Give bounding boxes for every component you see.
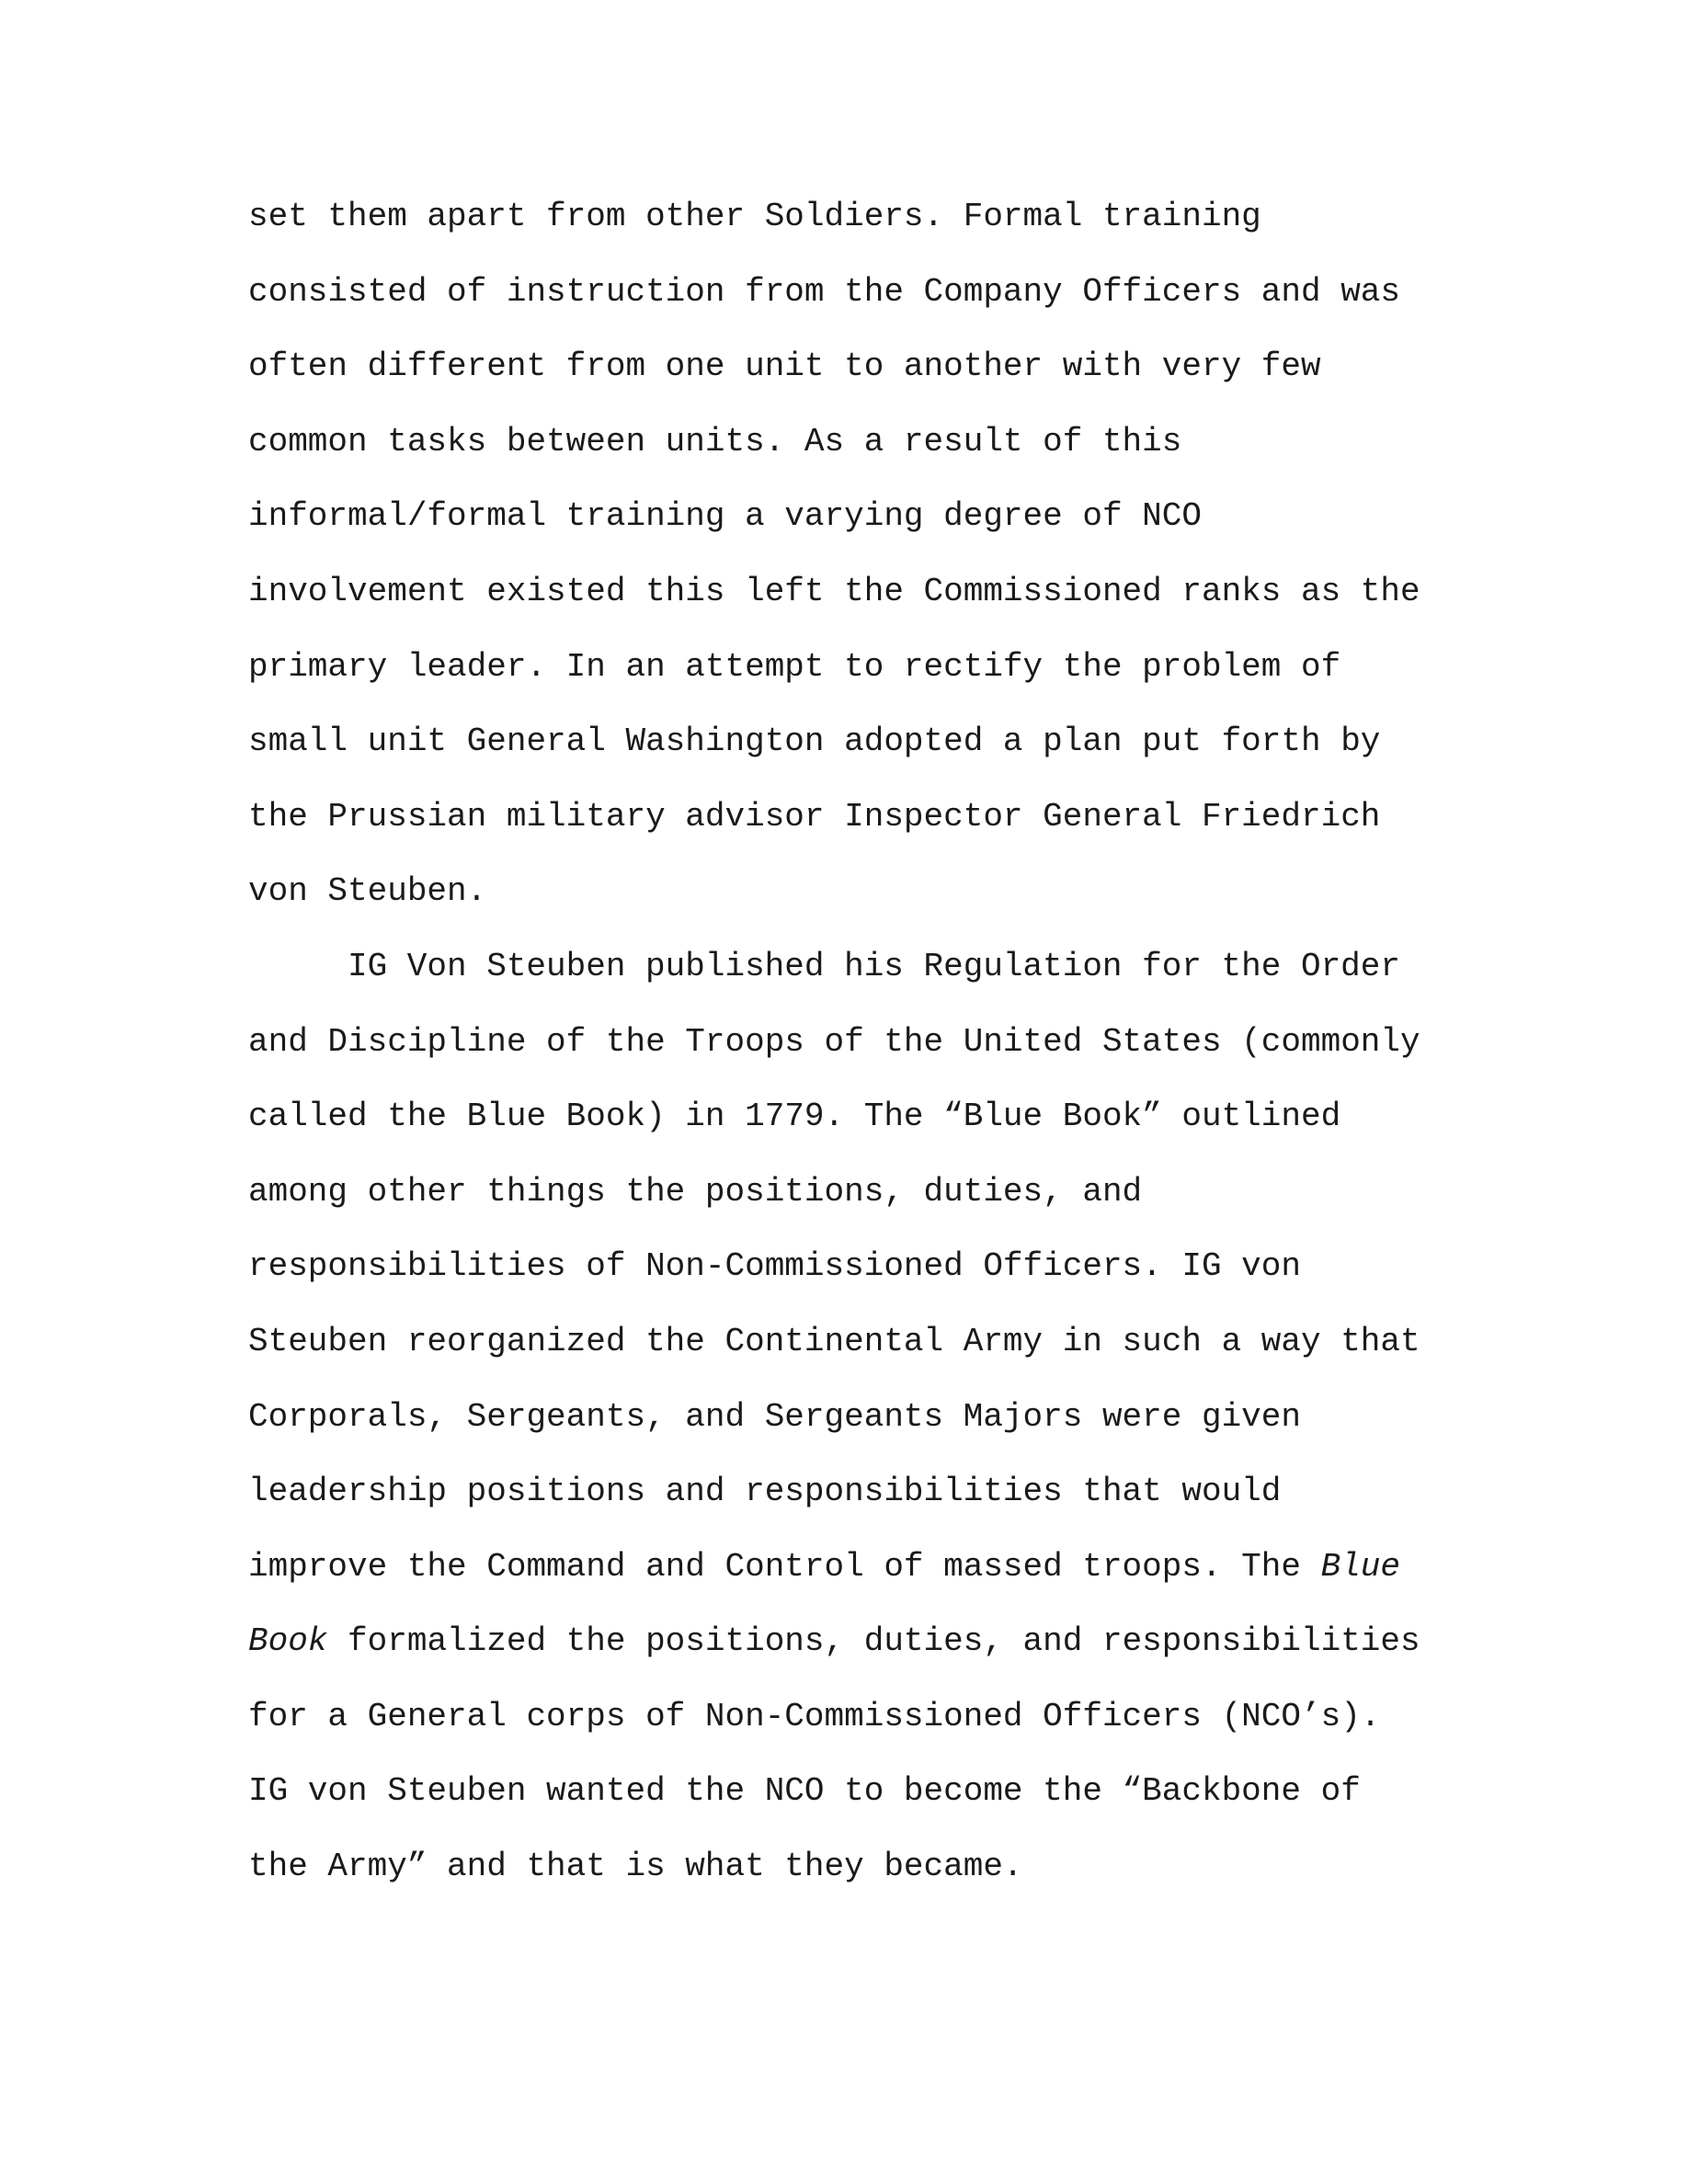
- text-line: Corporals, Sergeants, and Sergeants Majors were given: [248, 1397, 1301, 1436]
- text-segment: improve the Command and Control of massed troops. The: [248, 1547, 1321, 1586]
- text-line: called the Blue Book) in 1779. The “Blue Book” outlined: [248, 1098, 1341, 1136]
- text-line: for a General corps of Non-Commissioned Officers (NCO’s).: [248, 1697, 1381, 1735]
- text-line: the Army” and that is what they became.: [248, 1848, 1023, 1886]
- text-line: common tasks between units. As a result of this: [248, 422, 1182, 461]
- text-line: set them apart from other Soldiers. Formal training: [248, 198, 1261, 235]
- text-line: leadership positions and responsibilities that would: [248, 1473, 1282, 1511]
- text-line: often different from one unit to another with very few: [248, 347, 1321, 386]
- text-line: von Steuben.: [248, 872, 487, 911]
- text-line: informal/formal training a varying degree of NCO: [248, 497, 1202, 536]
- text-line: primary leader. In an attempt to rectify the problem of: [248, 647, 1341, 686]
- italic-title-text: Blue: [1320, 1547, 1401, 1586]
- text-line: among other things the positions, duties, and: [248, 1172, 1143, 1211]
- text-line: Steuben reorganized the Continental Army in such a way that: [248, 1322, 1420, 1360]
- italic-title-text: Book: [248, 1622, 328, 1661]
- text-line: small unit General Washington adopted a plan put forth by: [248, 722, 1381, 761]
- text-line: consisted of instruction from the Company Officers and was: [248, 272, 1401, 311]
- text-line: IG von Steuben wanted the NCO to become the “Backbone of: [248, 1772, 1361, 1811]
- text-line: and Discipline of the Troops of the United States (commonly: [248, 1022, 1420, 1061]
- text-line: responsibilities of Non-Commissioned Officers. IG von: [248, 1247, 1301, 1286]
- text-line: [248, 1540, 1462, 1615]
- text-segment: formalized the positions, duties, and responsibilities: [327, 1622, 1420, 1661]
- body-text: [248, 189, 1462, 1915]
- text-line: [248, 1614, 1462, 1689]
- text-line: the Prussian military advisor Inspector General Friedrich: [248, 797, 1381, 836]
- text-line: IG Von Steuben published his Regulation for the Order: [348, 947, 1400, 985]
- text-line: involvement existed this left the Commissioned ranks as the: [248, 572, 1420, 610]
